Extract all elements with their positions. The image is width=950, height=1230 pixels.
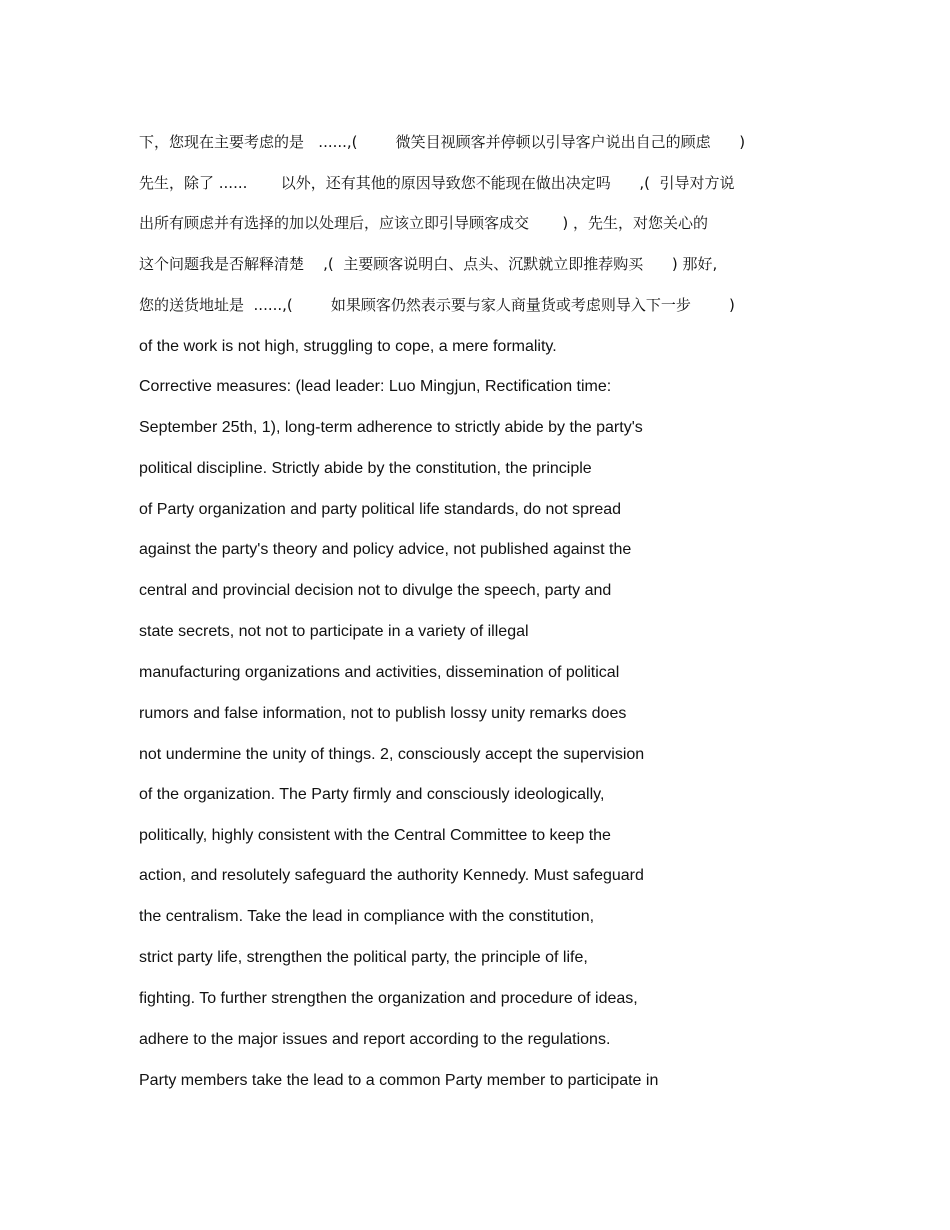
body-text-line: state secrets, not not to participate in a variety of illegal [139,623,529,640]
body-text-line: of Party organization and party political life standards, do not spread [139,501,622,518]
body-text-line: against the party's theory and policy advice, not published against the [139,541,632,558]
body-text-line: the centralism. Take the lead in compliance with the constitution, [139,908,595,925]
body-text-line: of the organization. The Party firmly and consciously ideologically, [139,786,605,803]
body-text-line: rumors and false information, not to publish lossy unity remarks does [139,705,627,722]
chinese-text-line: 出所有顾虑并有选择的加以处理后，应该立即引导顾客成交 ) ，先生，对您关心的 [139,214,709,232]
chinese-text-line: 这个问题我是否解释清楚 ,( 主要顾客说明白、点头、沉默就立即推荐购买 ) 那好, [139,255,718,273]
chinese-text-line: 您的送货地址是 ......,( 如果顾客仍然表示要与家人商量货或考虑则导入下一步 ) [139,296,735,314]
body-text-line: Corrective measures: (lead leader: Luo Mingjun, Rectification time: [139,378,612,395]
chinese-text-line: 先生，除了 ...... 以外，还有其他的原因导致您不能现在做出决定吗 ,( 引导对方说 [139,174,735,192]
body-text-line: Party members take the lead to a common Party member to participate in [139,1072,659,1089]
body-text-line: manufacturing organizations and activities, dissemination of political [139,664,620,681]
body-text-line: adhere to the major issues and report according to the regulations. [139,1031,611,1048]
body-text-line: action, and resolutely safeguard the authority Kennedy. Must safeguard [139,867,644,884]
body-text-line: September 25th, 1), long-term adherence to strictly abide by the party's [139,419,643,436]
body-text-line: strict party life, strengthen the political party, the principle of life, [139,949,588,966]
body-text-line: of the work is not high, struggling to cope, a mere formality. [139,338,557,355]
body-text-line: fighting. To further strengthen the organization and procedure of ideas, [139,990,638,1007]
body-text-line: central and provincial decision not to divulge the speech, party and [139,582,612,599]
body-text-line: politically, highly consistent with the Central Committee to keep the [139,827,611,844]
chinese-text-line: 下，您现在主要考虑的是 ......,( 微笑目视顾客并停顿以引导客户说出自己的顾虑 ) [139,133,746,151]
body-text-line: not undermine the unity of things. 2, consciously accept the supervision [139,746,645,763]
body-text-line: political discipline. Strictly abide by the constitution, the principle [139,460,592,477]
